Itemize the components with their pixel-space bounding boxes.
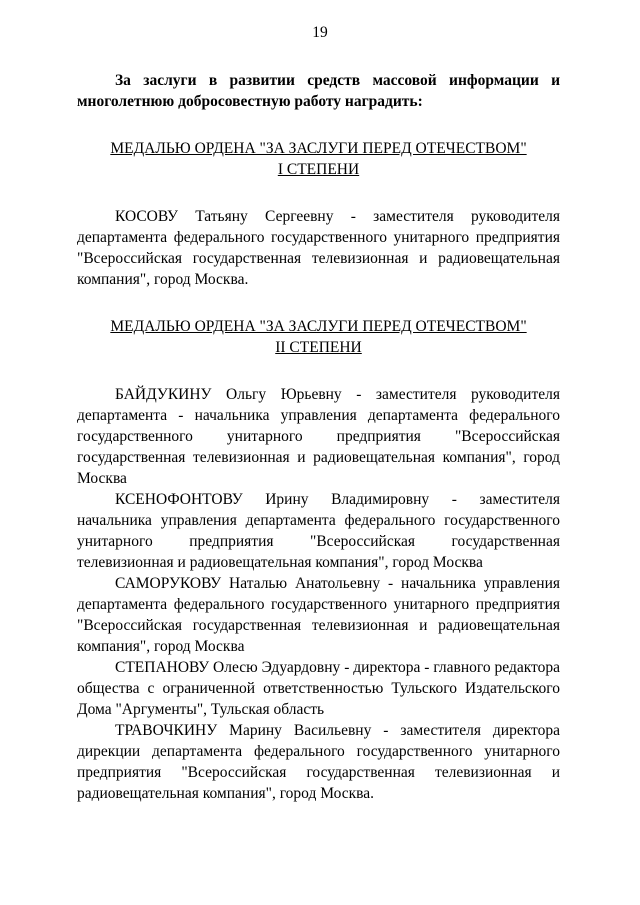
section-heading-line: МЕДАЛЬЮ ОРДЕНА "ЗА ЗАСЛУГИ ПЕРЕД ОТЕЧЕСТВОМ": [110, 318, 527, 335]
award-entry: СТЕПАНОВУ Олесю Эдуардовну - директора - главного редактора общества с ограниченной ответственностью Тульского Издательского Дома "Аргументы", Тульская область: [77, 659, 560, 718]
document-body: [77, 70, 560, 804]
award-entry: КСЕНОФОНТОВУ Ирину Владимировну - заместителя начальника управления департамента федерального государственного унитарного предприятия "Всероссийская государственная телевизионная и радиовещательная компания", город Москва: [77, 491, 560, 571]
award-entry: КОСОВУ Татьяну Сергеевну - заместителя руководителя департамента федерального государственного унитарного предприятия "Всероссийская государственная телевизионная и радиовещательная компания", город Москва.: [77, 208, 560, 288]
section-heading-first-degree: [77, 138, 560, 180]
award-entry: ТРАВОЧКИНУ Марину Васильевну - заместителя директора дирекции департамента федерального государственного унитарного предприятия "Всероссийская государственная телевизионная и радиовещательная компания", город Москва.: [77, 722, 560, 802]
award-entry: САМОРУКОВУ Наталью Анатольевну - начальника управления департамента федерального государственного унитарного предприятия "Всероссийская государственная телевизионная и радиовещательная компания", город Москва: [77, 575, 560, 655]
page-number: 19: [312, 24, 328, 41]
section-heading-degree: I СТЕПЕНИ: [277, 161, 360, 178]
section-heading-line: МЕДАЛЬЮ ОРДЕНА "ЗА ЗАСЛУГИ ПЕРЕД ОТЕЧЕСТВОМ": [110, 140, 527, 157]
section-heading-degree: II СТЕПЕНИ: [275, 339, 362, 356]
section-heading-second-degree: [77, 316, 560, 358]
intro-paragraph: За заслуги в развитии средств массовой информации и многолетнюю добросовестную работу наградить:: [77, 72, 560, 110]
award-entry: БАЙДУКИНУ Ольгу Юрьевну - заместителя руководителя департамента - начальника управления департамента федерального государственного унитарного предприятия "Всероссийская государственная телевизионная и радиовещательная компания", город Москва: [77, 386, 560, 487]
